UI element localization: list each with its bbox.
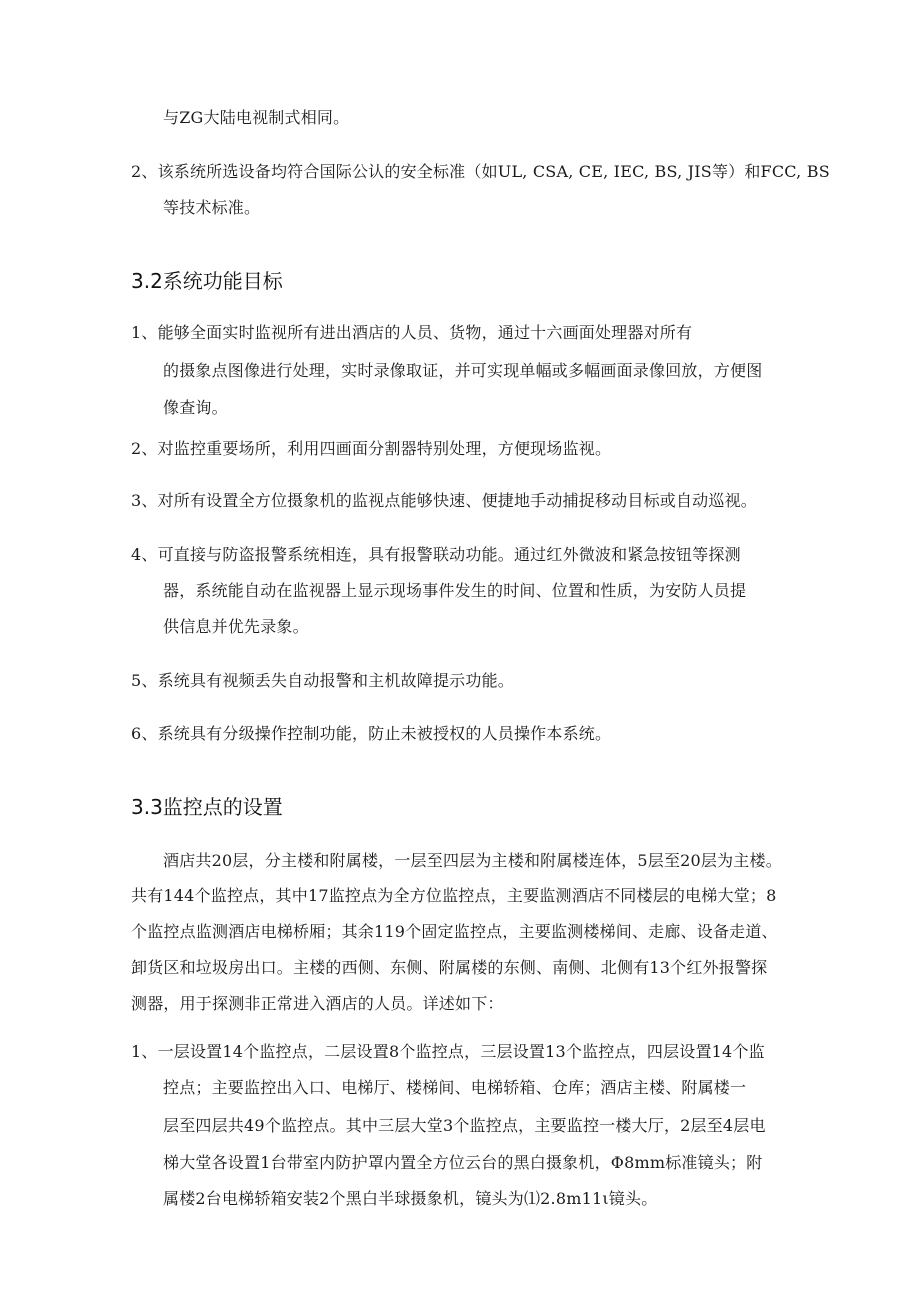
function-item-line: 4、可直接与防盗报警系统相连，具有报警联动功能。通过红外微波和紧急按钮等探测: [131, 545, 741, 564]
function-item-line: 6、系统具有分级操作控制功能，防止未被授权的人员操作本系统。: [131, 724, 612, 743]
standards-item-line: 2、该系统所选设备均符合国际公认的安全标准（如UL, CSA, CE, IEC, BS, JIS等）和FCC, BS: [131, 162, 830, 181]
setup-item-line: 属楼2台电梯轿箱安装2个黑白半球摄象机，镜头为⑴2.8m11ι镜头。: [163, 1189, 658, 1208]
paragraph-line: 酒店共20层，分主楼和附属楼，一层至四层为主楼和附属楼连体，5层至20层为主楼。: [163, 851, 782, 870]
function-item-line: 器，系统能自动在监视器上显示现场事件发生的时间、位置和性质，为安防人员提: [163, 581, 747, 600]
function-item-line: 供信息并优先录象。: [163, 617, 309, 636]
setup-item-line: 控点；主要监控出入口、电梯厅、楼梯间、电梯轿箱、仓库；酒店主楼、附属楼一: [163, 1078, 747, 1097]
function-item-line: 1、能够全面实时监视所有进出酒店的人员、货物，通过十六画面处理器对所有: [131, 323, 693, 342]
paragraph-line: 卸货区和垃圾房出口。主楼的西侧、东侧、附属楼的东侧、南侧、北侧有13个红外报警探: [131, 958, 768, 977]
function-item-line: 的摄象点图像进行处理，实时录像取证，并可实现单幅或多幅画面录像回放，方便图: [163, 361, 763, 380]
function-item-line: 2、对监控重要场所，利用四画面分割器特别处理，方便现场监视。: [131, 439, 612, 458]
setup-item-line: 梯大堂各设置1台带室内防护罩内置全方位云台的黑白摄象机，Φ8mm标准镜头；附: [163, 1153, 763, 1172]
paragraph-line: 测器，用于探测非正常进入酒店的人员。详述如下：: [131, 994, 504, 1013]
section-heading-3-3: 3.3监控点的设置: [131, 795, 283, 819]
setup-item-line: 1、一层设置14个监控点，二层设置8个监控点，三层设置13个监控点，四层设置14个监: [131, 1042, 765, 1061]
function-item-line: 3、对所有设置全方位摄象机的监视点能够快速、便捷地手动捕捉移动目标或自动巡视。: [131, 491, 757, 510]
paragraph-line: 共有144个监控点，其中17监控点为全方位监控点，主要监测酒店不同楼层的电梯大堂；8: [131, 886, 777, 905]
function-item-line: 5、系统具有视频丢失自动报警和主机故障提示功能。: [131, 671, 514, 690]
standards-item-line: 等技术标准。: [163, 198, 261, 217]
function-item-line: 像查询。: [163, 398, 228, 417]
setup-item-line: 层至四层共49个监控点。其中三层大堂3个监控点，主要监控一楼大厅，2层至4层电: [163, 1116, 766, 1135]
paragraph-line: 个监控点监测酒店电梯桥厢；其余119个固定监控点，主要监测楼梯间、走廊、设备走道、: [131, 922, 778, 941]
section-heading-3-2: 3.2系统功能目标: [131, 269, 283, 293]
intro-line: 与ZG大陆电视制式相同。: [163, 108, 350, 127]
